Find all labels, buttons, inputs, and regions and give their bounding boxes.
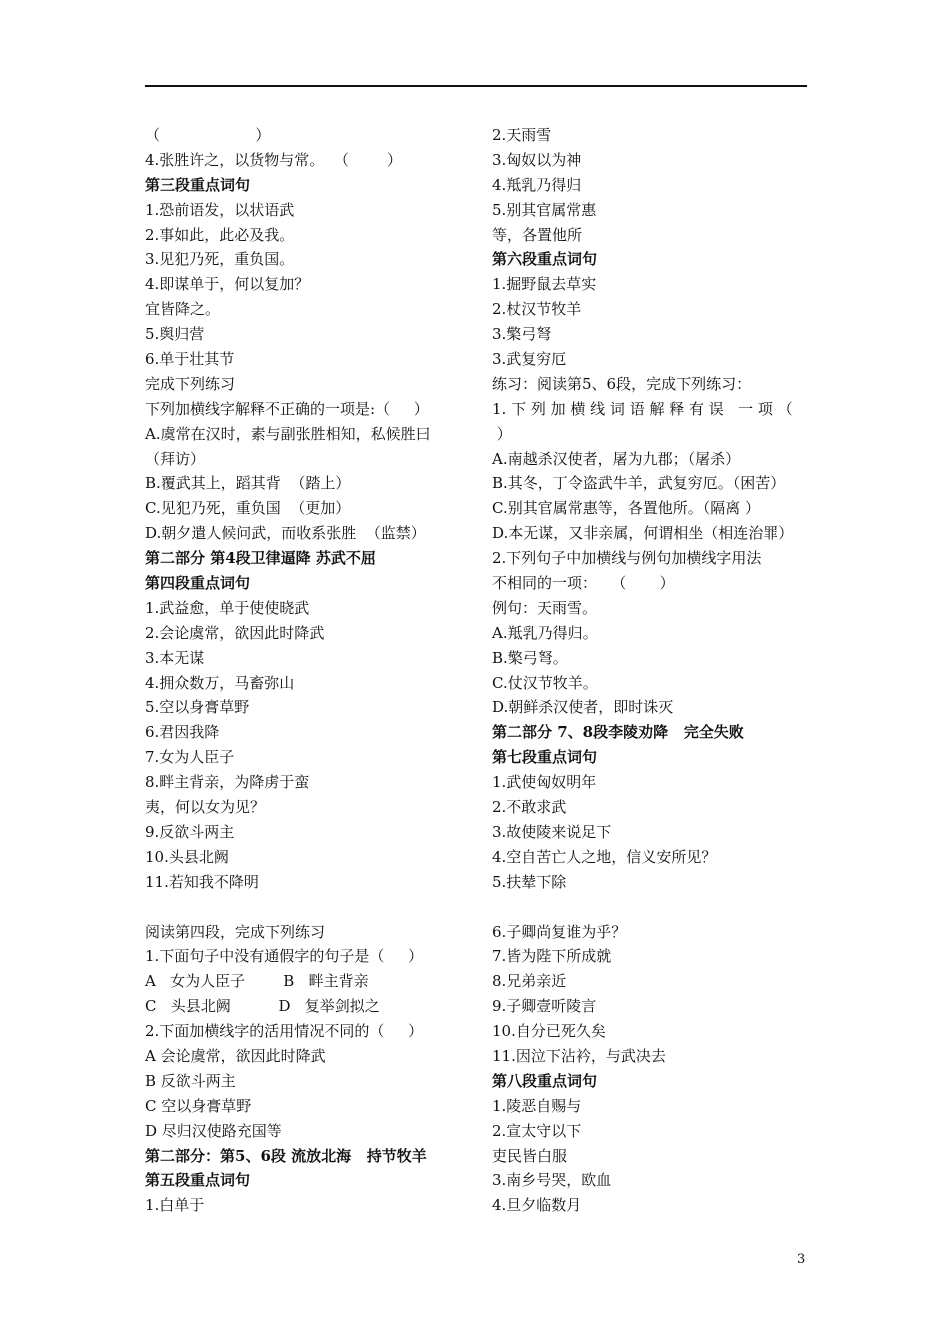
text-line: A 会论虞常，欲因此时降武 [145,1046,326,1065]
text-line: 9.子卿壹听陵言 [492,997,597,1016]
section-heading: 第二部分 第4段卫律逼降 苏武不屈 [145,549,376,568]
text-line: C 头县北阙 D 复举剑拟之 [145,997,380,1016]
text-line: 1.下面句子中没有通假字的句子是（ ） [145,947,424,966]
text-line: D.本无谋，又非亲属，何谓相坐（相连治罪） [492,524,794,543]
text-line: 3.檠弓弩 [492,325,552,344]
section-heading: 第二部分 7、8段李陵劝降 完全失败 [492,723,744,742]
text-line: B.其冬，丁令盗武牛羊，武复穷厄。（困苦） [492,474,786,493]
text-line: 4.拥众数万，马畜弥山 [145,673,295,692]
text-line: D.朝夕遣人候问武，而收系张胜 （监禁） [145,524,426,543]
text-line: 1.武使匈奴明年 [492,773,597,792]
text-line: 4.空自苦亡人之地，信义安所见？ [492,847,717,866]
text-line: 6.子卿尚复谁为乎？ [492,922,627,941]
text-line: 1.武益愈，单于使使晓武 [145,598,310,617]
section-heading: 第五段重点词句 [145,1171,251,1190]
text-line: 4.张胜许之，以货物与常。 （ ） [145,150,402,169]
text-line [145,895,467,920]
text-line: C.仗汉节牧羊。 [492,673,598,692]
text-line: 5.舆归营 [145,325,205,344]
text-line: A.羝乳乃得归。 [492,623,598,642]
text-line: 2.天雨雪 [492,126,552,144]
text-line: 10.头县北阙 [145,847,229,866]
text-line: 2.事如此，此必及我。 [145,225,295,244]
header-rule [145,85,807,87]
text-line: 3.故使陵来说足下 [492,822,612,841]
text-line: 不相同的一项： （ ） [492,574,675,593]
text-line: 2.下面加横线字的活用情况不同的（ ） [145,1022,424,1041]
text-line: 宜皆降之。 [145,300,221,319]
text-line: 下列加横线字解释不正确的一项是:（ ） [145,399,429,418]
text-line: 7.女为人臣子 [145,748,235,767]
text-line: 阅读第四段，完成下列练习 [145,922,326,941]
text-line: 5.空以身膏草野 [145,698,250,717]
text-line: 11.若知我不降明 [145,872,259,891]
text-line: 1.恐前语发，以状语武 [145,200,295,219]
section-heading: 第三段重点词句 [145,175,251,194]
text-line: B 反欲斗两主 [145,1071,236,1090]
text-line: 6.君因我降 [145,723,220,742]
text-line: 1.陵恶自赐与 [492,1096,582,1115]
text-line: 3.武复穷厄 [492,350,567,369]
section-heading: 第七段重点词句 [492,748,598,767]
text-line: 3.匈奴以为神 [492,150,582,169]
text-line: 9.反欲斗两主 [145,822,235,841]
text-line: 4.即谋单于，何以复加？ [145,275,310,294]
page-number: 3 [797,1252,806,1267]
text-line: 完成下列练习 [145,374,236,393]
text-line: 6.单于壮其节 [145,350,235,369]
text-line: 2.宣太守以下 [492,1121,582,1140]
text-line: ） [492,424,512,443]
text-line: 11.因泣下沾衿，与武决去 [492,1046,666,1065]
left-column [145,123,467,1218]
text-line: 吏民皆白服 [492,1146,568,1165]
text-line: 3.见犯乃死，重负国。 [145,250,295,269]
text-line: 5.扶辇下除 [492,872,567,891]
section-heading: 第六段重点词句 [492,250,598,269]
text-line [492,895,814,920]
text-line: D.朝鲜杀汉使者，即时诛灭 [492,698,674,717]
text-line: 等，各置他所 [492,225,583,244]
right-column [492,123,814,1218]
text-line: 8.畔主背亲，为降虏于蛮 [145,773,310,792]
text-line: 1.掘野鼠去草实 [492,275,597,294]
text-line: 3.南乡号哭，欧血 [492,1171,612,1190]
text-line: 4.羝乳乃得归 [492,175,582,194]
text-line: 4.旦夕临数月 [492,1196,582,1215]
section-heading: 第四段重点词句 [145,574,251,593]
text-line: A.南越杀汉使者，屠为九郡；（屠杀） [492,449,741,468]
text-line: 1. 下 列 加 横 线 词 语 解 释 有 误 一 项 （ [492,399,793,418]
text-line: B.檠弓弩。 [492,648,568,667]
text-line: 夷，何以女为见？ [145,798,266,817]
text-line: B.覆武其上，蹈其背 （踏上） [145,474,351,493]
text-line: 8.兄弟亲近 [492,972,567,991]
text-line: 2.杖汉节牧羊 [492,300,582,319]
text-line: D 尽归汉使路充国等 [145,1121,282,1140]
text-line: （拜访） [145,449,206,468]
section-heading: 第二部分：第5、6段 流放北海 持节牧羊 [145,1146,427,1165]
text-line: 1.白单于 [145,1196,205,1215]
text-line: C 空以身膏草野 [145,1096,252,1115]
text-line: 练习：阅读第5、6段，完成下列练习： [492,374,752,393]
text-line: 2.不敢求武 [492,798,567,817]
text-line: 2.下列句子中加横线与例句加横线字用法 [492,549,762,568]
text-line: C.别其官属常惠等，各置他所。（隔离 ） [492,499,760,518]
text-line: C.见犯乃死，重负国 （更加） [145,499,351,518]
text-line: 例句：天雨雪。 [492,598,598,617]
text-line: （ ） [145,126,271,144]
text-line: 5.别其官属常惠 [492,200,597,219]
text-line: 10.自分已死久矣 [492,1022,606,1041]
text-line: A 女为人臣子 B 畔主背亲 [145,972,369,991]
text-line: 2.会论虞常，欲因此时降武 [145,623,325,642]
text-line: 3.本无谋 [145,648,205,667]
section-heading: 第八段重点词句 [492,1071,598,1090]
text-line: 7.皆为陛下所成就 [492,947,612,966]
text-line: A.虞常在汉时，素与副张胜相知，私候胜曰 [145,424,431,443]
